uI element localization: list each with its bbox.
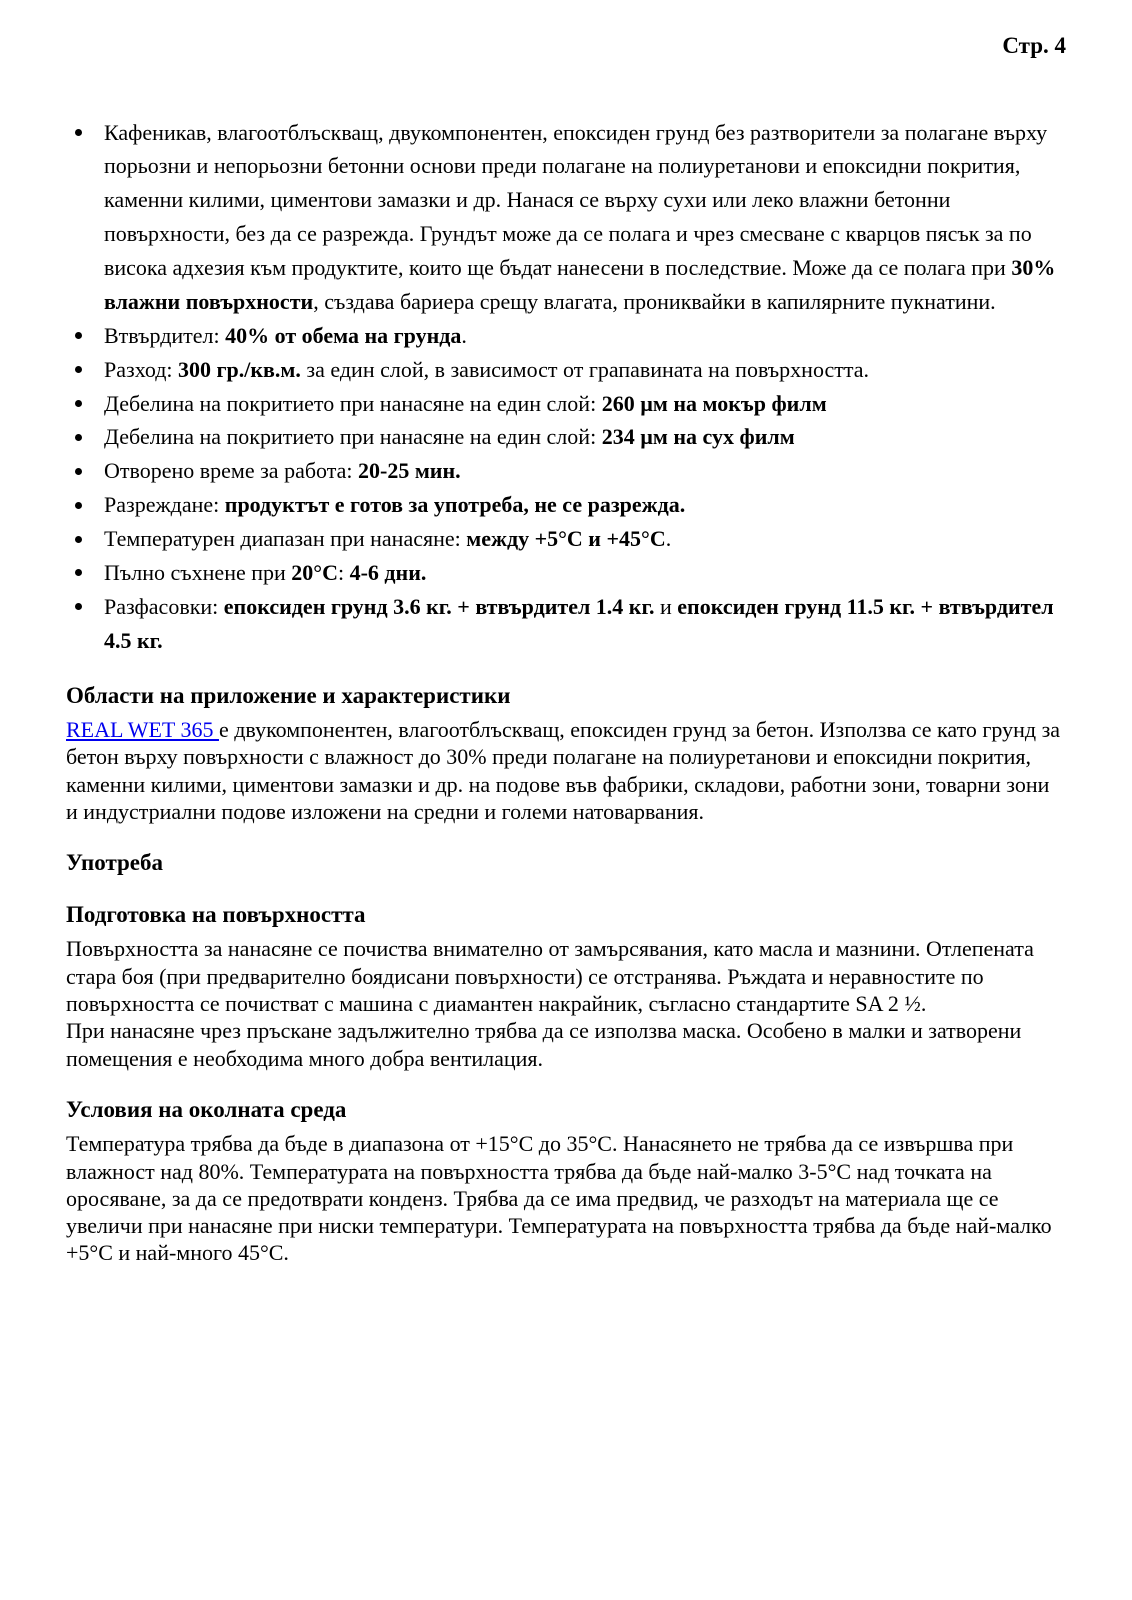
bullet-item [66,522,1066,556]
bullet-item [66,319,1066,353]
text-segment: 4-6 дни. [349,559,427,585]
bullet-item [66,590,1066,658]
bullet-list [66,116,1066,658]
text-segment: Температурен диапазан при нанасяне: [104,526,467,552]
text-segment: Разреждане: [104,492,225,518]
text-segment: и [654,593,678,619]
text-segment: епоксиден грунд 11.5 кг. + втвърдител 4.5 кг. [104,593,1054,653]
text-segment: При нанасяне чрез пръскане задължително трябва да се използва маска. Особено в малки и затворени помещения е необходима много добра вентилация. [66,1018,1022,1071]
text-segment: 234 µм на сух филм [601,424,795,450]
text-segment: епоксиден грунд 3.6 кг. + втвърдител 1.4 кг. [223,593,655,619]
text-segment: Повърхността за нанасяне се почиства внимателно от замърсявания, като масла и мазнини. Отлепената стара боя (при предварително боядисани повърхности) се отстранява. Ръждата и неравностите по повърхността се почистват с машина с диамантен накрайник, съгласно стандартите SA 2 ½. [66,936,1034,1016]
text-segment: Дебелина на покритието при нанасяне на един слой: [104,424,602,450]
section-heading: Подготовка на повърхността [66,901,366,927]
bullet-item [66,353,1066,387]
bullet-item [66,387,1066,421]
paragraph [66,1130,1066,1266]
text-segment: между +5°С и +45°С [466,526,666,552]
text-segment: Втвърдител: [104,322,226,348]
text-segment: . [665,526,672,552]
text-segment: за един слой, в зависимост от грапавината на повърхността. [300,356,870,382]
text-segment: продуктът е готов за употреба, не се разрежда. [224,492,686,518]
paragraph [66,935,1066,1017]
text-segment: 30% влажни повърхности [104,255,1056,314]
text-segment: Температура трябва да бъде в диапазона от +15°С до 35°С. Нанасянето не трябва да се извършва при влажност над 80%. Температурата на повърхността трябва да бъде най-малко 3-5°С над точката на оросяване, за да се предотврати конденз. Трябва да се има предвид, че разходът на материала ще се увеличи при нанасяне при ниски температури. Температурата на повърхността трябва да бъде най-малко +5°С и най-много 45°С. [66,1131,1052,1266]
text-segment: 260 µм на мокър филм [601,390,827,416]
paragraph [66,1017,1066,1072]
bullet-item [66,454,1066,488]
text-segment: 20°С [291,559,338,585]
section-heading: Условия на околната среда [66,1096,347,1122]
text-segment: 40% от обема на грунда [225,322,462,348]
text-segment: 20-25 мин. [358,458,461,484]
text-segment: Отворено време за работа: [104,458,358,484]
text-segment: Дебелина на покритието при нанасяне на един слой: [104,390,602,416]
text-segment: , създава бариера срещу влагата, прониквайки в капилярните пукнатини. [313,288,996,314]
product-link[interactable]: REAL WET 365 [66,717,219,743]
section-heading: Области на приложение и характеристики [66,682,511,708]
text-segment: Разход: [104,356,179,382]
text-segment: Кафеникав, влагоотблъскващ, двукомпонентен, епоксиден грунд без разтворители за полагане върху порьозни и непорьозни бетонни основи преди полагане на полиуретанови и епоксидни покрития, каменни килими, циментови замазки и др. Нанася се върху сухи или леко влажни бетонни повърхности, без да се разрежда. Грундът може да се полага и чрез смесване с кварцов пясък за по висока адхезия към продуктите, които ще бъдат нанесени в последствие. Може да се полага при [104,119,1048,281]
text-segment: . [461,322,467,348]
text-segment: : [337,559,350,585]
section-heading: Употреба [66,850,164,876]
document-sections [66,682,1066,1267]
page-number: Стр. 4 [1002,33,1066,58]
text-segment: 300 гр./кв.м. [178,356,301,382]
bullet-item [66,116,1066,319]
bullet-item [66,556,1066,590]
paragraph [66,716,1066,825]
bullet-item [66,420,1066,454]
text-segment: е двукомпонентен, влагоотблъскващ, епоксиден грунд за бетон. Използва се като грунд за бетон върху повърхности с влажност до 30% преди полагане на полиуретанови и епоксидни покрития, каменни килими, циментови замазки и др. на подове във фабрики, складови, работни зони, товарни зони и индустриални подове изложени на средни и големи натоварвания. [66,717,1061,824]
text-segment: Разфасовки: [104,593,224,619]
text-segment: Пълно съхнене при [104,559,292,585]
bullet-item [66,488,1066,522]
